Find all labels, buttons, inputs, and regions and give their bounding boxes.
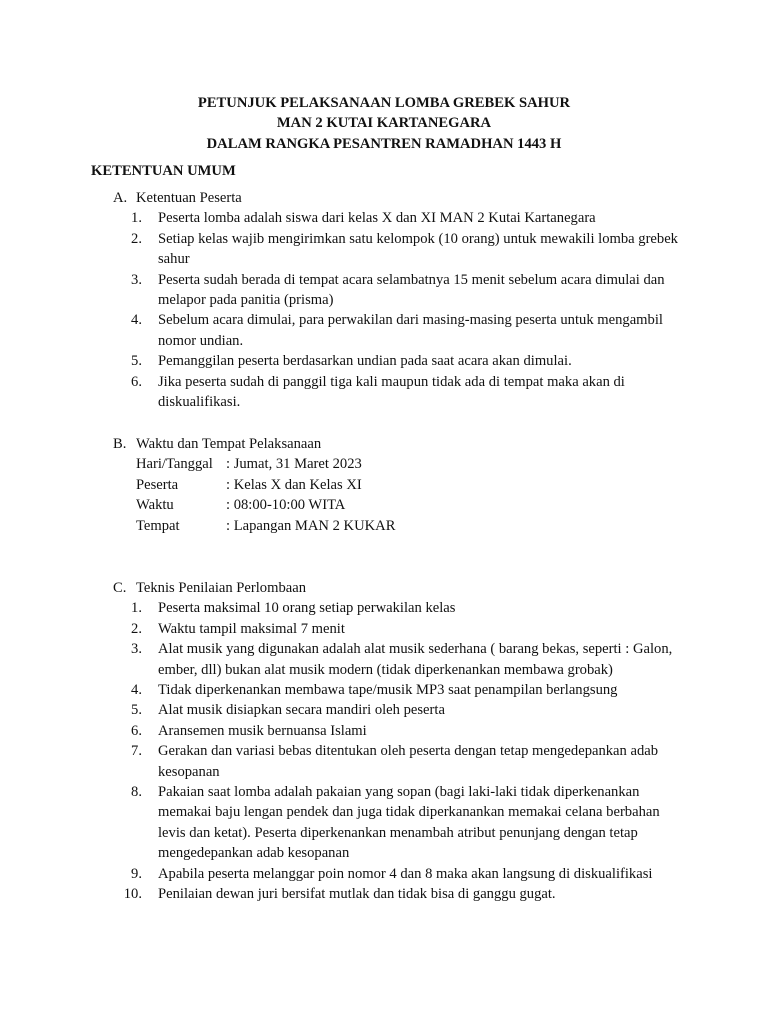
- item-number: 8.: [131, 784, 142, 801]
- list-item: [0, 884, 768, 904]
- assessment-rules-list: [0, 598, 768, 904]
- list-item: [0, 208, 768, 228]
- list-item: [0, 372, 768, 413]
- section-header: [0, 434, 768, 454]
- list-item: [0, 721, 768, 741]
- list-item: [0, 864, 768, 884]
- participant-rules-list: [0, 208, 768, 412]
- section-assessment: [0, 578, 768, 904]
- section-title: Waktu dan Tempat Pelaksanaan: [136, 436, 322, 452]
- info-row-time: [0, 495, 768, 515]
- title-line: PETUNJUK PELAKSANAAN LOMBA GREBEK SAHUR: [197, 95, 571, 111]
- item-text: Pemanggilan peserta berdasarkan undian pada saat acara akan dimulai.: [158, 353, 572, 370]
- list-item: [0, 270, 768, 311]
- info-value: : Jumat, 31 Maret 2023: [226, 456, 362, 473]
- item-number: 1.: [131, 210, 142, 227]
- item-text: Peserta lomba adalah siswa dari kelas X dan XI MAN 2 Kutai Kartanegara: [158, 210, 596, 227]
- item-number: 2.: [131, 620, 142, 637]
- item-text: Alat musik yang digunakan adalah alat musik sederhana ( barang bekas, seperti : Galon, ember, dll) bukan alat musik modern (tidak diperkenankan membawa grobak): [158, 641, 673, 678]
- list-item: [0, 619, 768, 639]
- general-heading: KETENTUAN UMUM: [91, 163, 236, 179]
- item-text: Aransemen musik bernuansa Islami: [158, 722, 367, 739]
- item-number: 10.: [123, 886, 142, 903]
- item-text: Sebelum acara dimulai, para perwakilan dari masing-masing peserta untuk mengambil nomor undian.: [158, 312, 663, 349]
- section-header: [0, 578, 768, 598]
- title-line: MAN 2 KUTAI KARTANEGARA: [276, 115, 492, 132]
- info-row-date: [0, 454, 768, 474]
- section-title: Teknis Penilaian Perlombaan: [136, 580, 307, 596]
- item-text: Apabila peserta melanggar poin nomor 4 dan 8 maka akan langsung di diskualifikasi: [158, 865, 653, 882]
- info-value: : 08:00-10:00 WITA: [226, 497, 346, 514]
- section-letter: A.: [113, 190, 128, 206]
- item-text: Pakaian saat lomba adalah pakaian yang sopan (bagi laki-laki tidak diperkenankan memakai baju lengan pendek dan juga tidak diperkanankan memakai celana berbahan levis dan ketat). Peserta diperkenankan menambah atribut penunjang dengan tetap mengedepankan adab kesopanan: [158, 784, 660, 862]
- item-text: Peserta maksimal 10 orang setiap perwakilan kelas: [158, 600, 456, 617]
- section-letter: B.: [113, 436, 127, 452]
- section-header: [0, 188, 768, 208]
- item-number: 7.: [131, 743, 142, 760]
- list-item: [0, 310, 768, 351]
- document-title: [0, 93, 768, 154]
- list-item: [0, 229, 768, 270]
- item-number: 5.: [131, 702, 142, 719]
- list-item: [0, 598, 768, 618]
- item-number: 5.: [131, 353, 142, 370]
- item-text: Jika peserta sudah di panggil tiga kali maupun tidak ada di tempat maka akan di diskualifikasi.: [158, 373, 625, 411]
- item-number: 9.: [131, 865, 142, 882]
- item-number: 4.: [131, 682, 142, 699]
- item-text: Gerakan dan variasi bebas ditentukan oleh peserta dengan tetap mengedepankan adab kesopanan: [158, 743, 659, 780]
- list-item: [0, 782, 768, 864]
- item-number: 2.: [131, 230, 142, 247]
- section-participant-rules: [0, 188, 768, 412]
- item-number: 3.: [131, 271, 142, 288]
- item-text: Penilaian dewan juri bersifat mutlak dan tidak bisa di ganggu gugat.: [158, 886, 556, 903]
- list-item: [0, 680, 768, 700]
- info-value: : Lapangan MAN 2 KUKAR: [226, 517, 396, 534]
- info-label: Tempat: [136, 517, 180, 534]
- item-number: 4.: [131, 312, 142, 329]
- item-number: 6.: [131, 722, 142, 739]
- info-label: Hari/Tanggal: [136, 456, 213, 473]
- item-number: 1.: [131, 600, 142, 617]
- info-label: Waktu: [136, 497, 174, 514]
- item-number: 6.: [131, 373, 142, 390]
- info-label: Peserta: [136, 476, 179, 493]
- item-text: Tidak diperkenankan membawa tape/musik MP3 saat penampilan berlangsung: [158, 682, 618, 699]
- info-value: : Kelas X dan Kelas XI: [226, 476, 362, 493]
- info-row-participants: [0, 475, 768, 495]
- item-number: 3.: [131, 641, 142, 658]
- list-item: [0, 700, 768, 720]
- item-text: Waktu tampil maksimal 7 menit: [158, 620, 345, 637]
- item-text: Peserta sudah berada di tempat acara selambatnya 15 menit sebelum acara dimulai dan melapor pada panitia (prisma): [158, 271, 665, 309]
- section-time-place: [0, 434, 768, 536]
- info-row-place: [0, 516, 768, 536]
- list-item: [0, 741, 768, 782]
- item-text: Setiap kelas wajib mengirimkan satu kelompok (10 orang) untuk mewakili lomba grebek sahur: [158, 230, 678, 268]
- title-line: DALAM RANGKA PESANTREN RAMADHAN 1443 H: [206, 135, 562, 152]
- list-item: [0, 639, 768, 680]
- section-letter: C.: [113, 580, 127, 596]
- section-title: Ketentuan Peserta: [136, 190, 242, 206]
- item-text: Alat musik disiapkan secara mandiri oleh peserta: [158, 702, 445, 719]
- list-item: [0, 351, 768, 371]
